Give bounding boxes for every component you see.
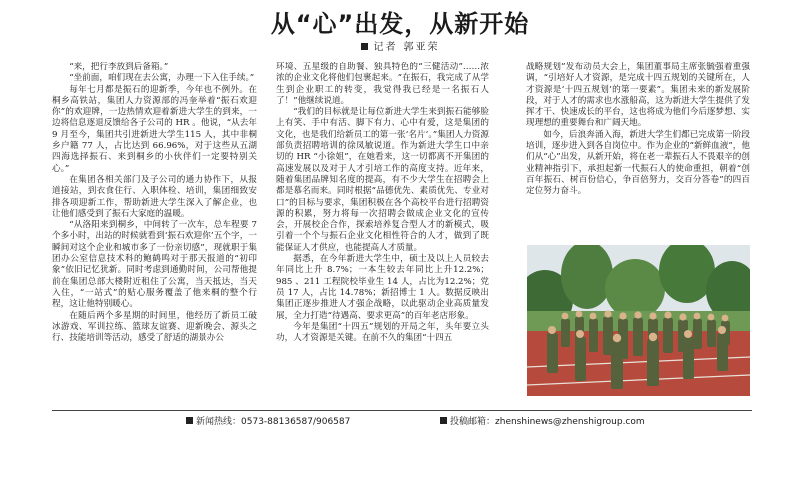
footer-divider [52,410,752,411]
square-bullet-icon [186,417,193,424]
email-value[interactable]: zhenshinews@zhenshigroup.com [495,417,645,427]
article-column-2 [276,62,489,416]
square-bullet-icon [440,417,447,424]
hotline-label: 新闻热线： [196,417,242,427]
square-bullet-icon [361,43,368,50]
paragraph: 今年是集团“十四五”规划的开局之年，头年要立头功，人才资源是关键。在前不久的集团“十四五 [276,321,489,344]
paragraph: 在随后两个多星期的时间里，他经历了新员工破冰游戏、军训拉练、篮球友谊赛、迎新晚会、源头之行、技能培训等活动，感受了舒适的湖景办公 [52,310,257,344]
byline-author: 郭亚荣 [403,42,440,53]
paragraph: “从洛阳来到桐乡，中间转了一次车，总车程要 7 个多小时，出站的时候就看到‘振石欢迎你’五个字，一瞬间对这个企业和城市多了一份亲切感”，现就职于集团办公室信息技术科的鲍鹤鸣对于那天报道的“初印象”依旧记忆犹新。同时考虑到通勤时间，公司帮他提前在集团总部大楼附近租住了公寓，当天抵达，当天入住，“一站式”的贴心服务覆盖了他来桐的整个行程，这让他特别暖心。 [52,220,257,310]
group-photo-illustration [527,245,750,396]
submission-email [440,414,645,427]
paragraph-continued: 战略规划”发布动员大会上，集团董事局主席张毓强着重强调，“引培好人才资源，是完成十四五规划的关键所在，人才资源是‘十四五规划’的第一要素”。集团未来的新发展阶段，对于人才的需求也水涨船高，这为新进大学生提供了发挥才干、快速成长的平台，这也将成为他们今后逐梦想、实现理想的重要舞台和广阔天地。 [526,62,750,129]
paragraph: 在集团各相关部门及子公司的通力协作下，从报道接站，到衣食住行、入职体检、培训，集团细致安排各项迎新工作，帮助新进大学生深入了解企业，也让他们感受到了振石大家庭的温暖。 [52,174,257,219]
paragraph: 每年七月都是振石的迎新季，今年也不例外。在桐乡高铁站，集团人力资源部的冯奎举着“振石欢迎你”的欢迎牌，一边热情欢迎着新进大学生的到来，一边将信息逐退反馈给各子公司的 HR 。他说，“从去年 9 月至今，集团共引进新进大学生115 人，其中非桐乡户籍 77 人，占比达到 66.96%，对于这些从五湖四海选择振石、来到桐乡的小伙伴们一定要特别关心。” [52,84,257,174]
paragraph: “来，把行李放到后备箱。” [69,62,169,72]
paragraph-continued: 环境、五星级的自助餐、独具特色的“三健活动”……浓浓的企业文化将他们包裹起来。“在振石，我完成了从学生到企业职工的转变，我觉得我已经是一名振石人了！”他继续说道。 [276,62,489,106]
article-column-1 [52,62,257,416]
paragraph: “我们的目标就是让每位新进大学生来到振石能够脸上有笑、手中有活、脚下有力、心中有爱，这是集团的文化，也是我们给新员工的第一张‘名片’。”集团人力资源部负责招聘培训的徐凤敏说道。作为新进大学生口中亲切的 HR “小徐姐”，在她看来，这一切都离不开集团的高速发展以及对于人才引培工作的高度支持。近年来，随着集团品牌知名度的提高，有不少大学生在招聘会上都是慕名而来。同时根据“品德优先、素质优先、专业对口”的目标与要求，集团积极在各个高校平台进行招聘资源的积累，努力将每一次招聘会做成企业文化的宣传会，开展校企合作，探索培养复合型人才的新模式，吸引着一个个与振石企业文化相性符合的人才，做到了既能保证人才供应，也能提高人才质量。 [276,107,489,253]
byline-label: 记者 [373,42,398,53]
news-hotline [186,414,350,427]
article-column-3 [526,62,750,222]
email-label: 投稿邮箱： [450,417,496,427]
byline [0,38,800,53]
article-title: 从“心”出发，从新开始 [270,10,530,38]
hotline-value: 0573-88136587/906587 [241,417,351,427]
paragraph: 如今，后浪奔涌入海，新进大学生们都已完成第一阶段培训，逐步进入到各自岗位中。作为企业的“新鲜血液”，他们从“心”出发，从新开始，将在老一辈振石人不畏艰辛的创业精神指引下，承担起新一代振石人的使命重担，朝着“创百年振石、树百份信心，争百倍努力，交百分答卷”的四百定位努力奋斗。 [526,129,750,197]
paragraph: “坐前面，咱们现在去公寓，办理一下入住手续。” [69,73,255,84]
group-photo [527,245,750,396]
paragraph: 据悉，在今年新进大学生中，硕士及以上人员较去年同比上升 8.7%；一本生较去年同比上升12.2%；985 、211 工程院校毕业生 14 人，占比为12.2%；党员 17 人，占比 14.78%；新招博士 1 人。数据反映出集团正逐步推进人才强企战略，以此驱动企业高质量发展，全力打造“待遇高、要求更高”的百年老店形象。 [276,254,489,321]
